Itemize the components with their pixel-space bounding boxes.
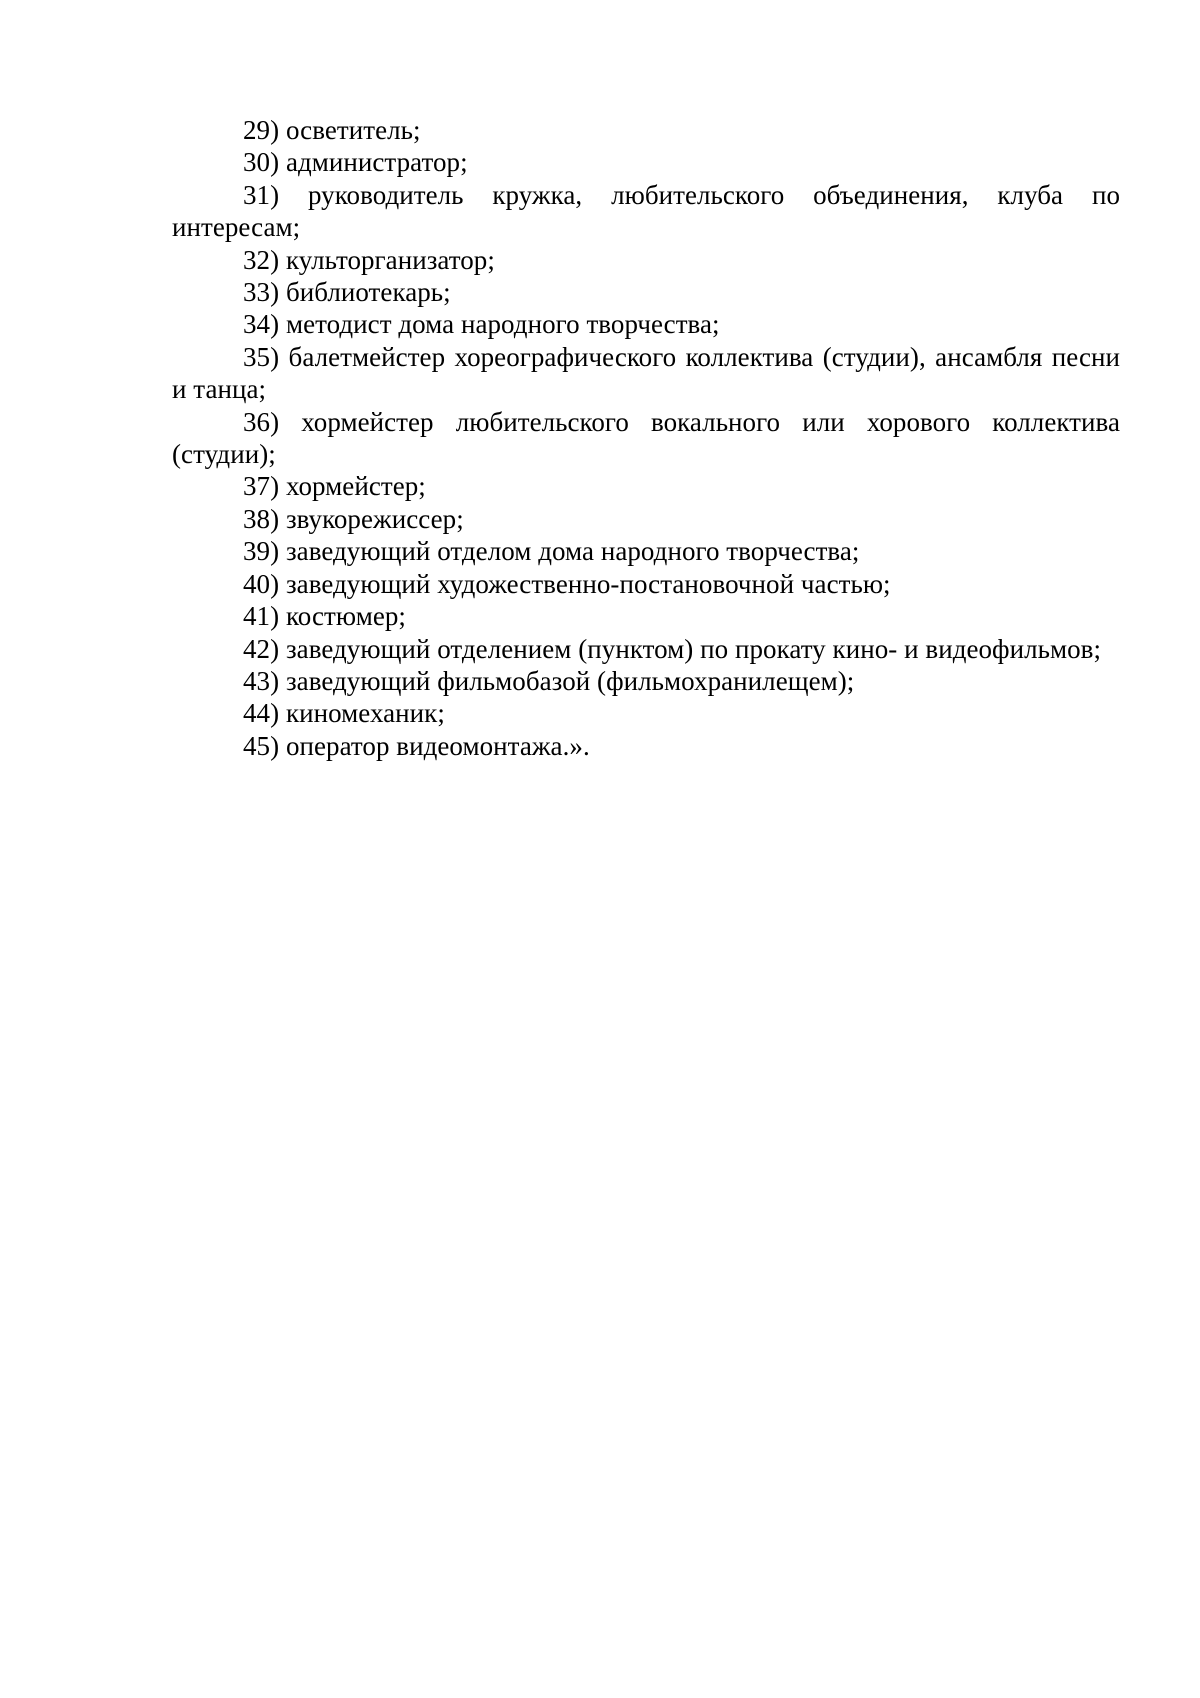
list-item: 38) звукорежиссер; <box>243 503 464 534</box>
list-item: 41) костюмер; <box>243 601 406 632</box>
list-item: 34) методист дома народного творчества; <box>243 309 720 340</box>
list-item: 31) руководитель кружка, любительского объединения, клуба по интересам; <box>172 179 1120 243</box>
list-item: 32) культорганизатор; <box>243 244 495 275</box>
list-item: 36) хормейстер любительского вокального или хорового коллектива (студии); <box>172 406 1120 470</box>
list-item: 42) заведующий отделением (пунктом) по прокату кино- и видеофильмов; <box>243 633 1102 664</box>
list-item: 44) киномеханик; <box>243 698 445 729</box>
list-item: 29) осветитель; <box>243 115 421 145</box>
list-item: 45) оператор видеомонтажа.». <box>243 730 590 761</box>
list-item: 40) заведующий художественно-постановочной частью; <box>243 568 891 599</box>
list-item: 43) заведующий фильмобазой (фильмохранилещем); <box>243 665 855 696</box>
list-item: 30) администратор; <box>243 147 468 178</box>
list-item: 33) библиотекарь; <box>243 277 451 308</box>
list-item: 37) хормейстер; <box>243 471 426 502</box>
list-item: 35) балетмейстер хореографического коллектива (студии), ансамбля песни и танца; <box>172 341 1120 405</box>
list-item: 39) заведующий отделом дома народного творчества; <box>243 536 860 567</box>
position-list <box>172 114 1120 762</box>
